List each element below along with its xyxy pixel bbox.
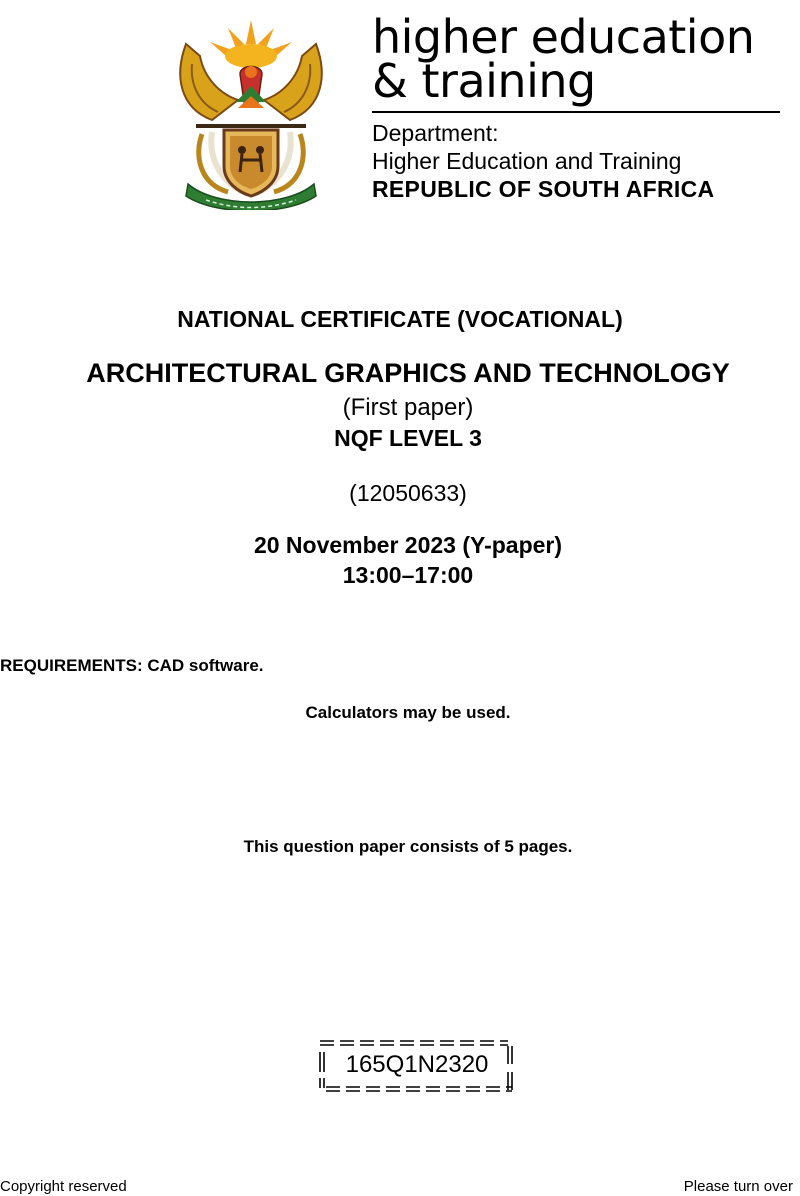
- turn-over-note: Please turn over: [683, 1178, 793, 1195]
- country-name: REPUBLIC OF SOUTH AFRICA: [372, 176, 715, 202]
- dept-label: Department:: [372, 120, 499, 146]
- dept-logo-line1: higher education: [372, 10, 755, 64]
- subject-code: (12050633): [349, 480, 467, 506]
- subject-title: ARCHITECTURAL GRAPHICS AND TECHNOLOGY: [86, 358, 730, 388]
- header-divider: [372, 111, 780, 113]
- dept-logo-line2: & training: [372, 54, 596, 108]
- calculators-note: Calculators may be used.: [305, 703, 511, 722]
- paper-code: 165Q1N2320: [345, 1051, 489, 1078]
- exam-time: 13:00–17:00: [342, 562, 474, 588]
- certificate-title: NATIONAL CERTIFICATE (VOCATIONAL): [177, 306, 623, 332]
- nqf-level: NQF LEVEL 3: [334, 425, 482, 451]
- copyright-notice: Copyright reserved: [0, 1178, 127, 1195]
- sun-rays: [210, 20, 292, 68]
- pages-note: This question paper consists of 5 pages.: [243, 837, 573, 856]
- paper-code-box: [316, 1038, 518, 1094]
- coat-of-arms-icon: [166, 16, 336, 210]
- dept-name: Higher Education and Training: [372, 148, 682, 174]
- paper-number: (First paper): [342, 394, 474, 421]
- requirements: REQUIREMENTS: CAD software.: [0, 656, 264, 675]
- exam-date: 20 November 2023 (Y-paper): [253, 532, 563, 558]
